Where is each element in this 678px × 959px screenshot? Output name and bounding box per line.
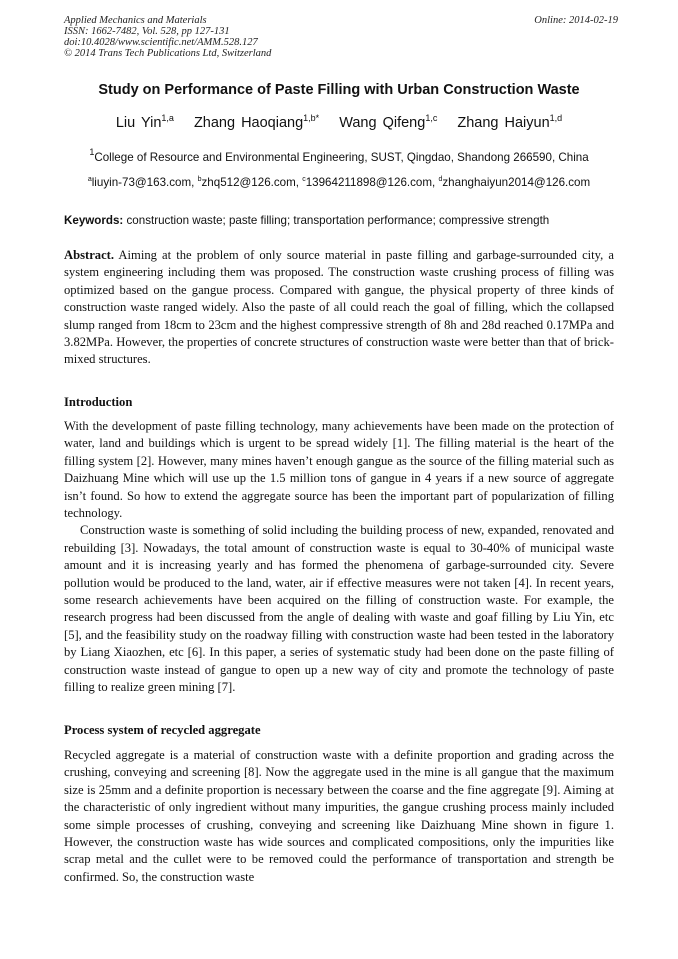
paragraph: Recycled aggregate is a material of construction waste with a definite proportion and grading across the crushing, conveying and screening [8]. Now the aggregate used in the mine is all gangue that the maximum size is 25mm and a definite proportion is necessary between the coarse and the fine aggregate [9]. Aiming at the characteristic of only ingredient without many impurities, the gangue crushing process mainly included some simple processes of crushing, conveying and screening like Daizhuang Mine shown in figure 1. However, the construction waste has wide sources and complicated compositions, only the impurities like scrap metal and the cullet were to be removed could the performance of transportation and strength be confirmed. So, the construction waste — [64, 748, 614, 884]
keywords: Keywords: construction waste; paste filling; transportation performance; compressive strength — [64, 214, 550, 227]
introduction-body — [64, 418, 614, 697]
journal-name: Applied Mechanics and Materials — [64, 15, 207, 26]
section-heading-process: Process system of recycled aggregate — [64, 723, 261, 737]
section-heading-introduction: Introduction — [64, 395, 133, 409]
email-link[interactable]: liuyin-73@163.com, — [91, 176, 198, 189]
journal-header — [64, 15, 618, 59]
affiliation: $^1$College of Resource and Environmental Engineering, SUST, Qingdao, Shandong 266590, China — [89, 147, 589, 164]
author-list — [0, 115, 678, 131]
paragraph: With the development of paste filling technology, many achievements have been made on the protection of water, land and buildings which is urgent to be spread widely [1]. The filling material is the heart of the filling system [2]. However, many mines haven’t enough gangue as the source of the filling material such as Daizhuang Mine which will use up the 1.5 million tons of gangue in 4 years if a new source of aggregate isn’t found. So how to extend the aggregate source has been the important part of popularization of filling technology. — [64, 419, 614, 521]
author: Wang Qifeng$^{1,c}$ — [339, 113, 438, 131]
copyright-line: © 2014 Trans Tech Publications Ltd, Switzerland — [64, 48, 272, 59]
paragraph: Construction waste is something of solid including the building process of new, expanded, renovated and rebuilding [3]. Nowadays, the total amount of construction waste is equal to 30-40% of municipal waste amount and it is increasing yearly and has formed the phenomena of garbage-surrounded city. Severe pollution would be produced to the land, water, air if effective measures were not taken [4]. In recent years, some research achievements have been acquired on the filling of construction waste. For example, the research progress had been discussed from the angle of dealing with waste and goaf filling by Liu Yin, etc [5], and the feasibility study on the roadway filling with construction waste had been tested in the laboratory by Liang Xiaozhen, etc [6]. In this paper, a series of systematic study had been done on the paste filling of construction waste instead of gangue to open up a new way of city and promote the technology of paste filling to realize green mining [7]. — [64, 523, 614, 695]
author: Zhang Haoqiang$^{1,b*}$ — [193, 113, 320, 131]
author-emails: $^a$liuyin-73@163.com, $^b$zhq512@126.com, $^c$13964211898@126.com, $^d$zhanghaiyun2014@126.com — [87, 176, 591, 189]
doi-line: doi:10.4028/www.scientific.net/AMM.528.127 — [64, 37, 258, 48]
author: Zhang Haiyun$^{1,d}$ — [457, 113, 563, 131]
paper-title: Study on Performance of Paste Filling with Urban Construction Waste — [98, 82, 580, 98]
email-link[interactable]: zhanghaiyun2014@126.com — [442, 176, 591, 189]
online-date: Online: 2014-02-19 — [534, 15, 618, 26]
author: Liu Yin$^{1,a}$ — [115, 113, 174, 131]
email-link[interactable]: 13964211898@126.com, — [305, 176, 439, 189]
process-body — [64, 747, 614, 886]
issn-line: ISSN: 1662-7482, Vol. 528, pp 127-131 — [64, 26, 230, 37]
abstract: Abstract. Aiming at the problem of only source material in paste filling and garbage-surrounded city, a system engineering including them was proposed. The construction waste crushing process of filling was optimized based on the gangue process. Compared with gangue, the physical property of three kinds of construction waste ranged widely. Also the paste of all could reach the goal of filling, which the collapsed slump ranged from 18cm to 23cm and the highest compressive strength of 8h and 28d reached 0.17MPa and 3.82MPa. However, the properties of concrete structures of construction waste were better than that of brick-mixed structures. — [64, 248, 614, 367]
email-link[interactable]: zhq512@126.com, — [201, 176, 303, 189]
